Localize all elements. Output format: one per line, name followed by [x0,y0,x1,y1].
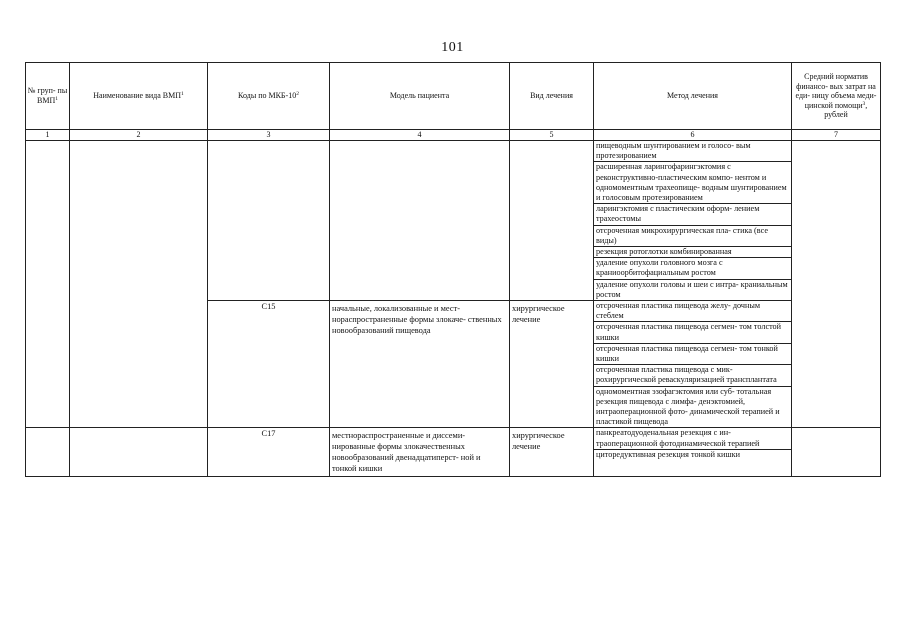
patient-model-cell: начальные, локализованные и мест- нораспространенные формы злокаче- ственных новообразований пищевода [330,301,510,428]
method-item: ларингэктомия с пластическим оформ- лением трахеостомы [594,204,791,225]
treatment-type-cell: хирургическое лечение [510,428,594,477]
treatment-methods-cell [594,428,792,477]
group-number-cell [26,428,70,477]
column-number: 4 [330,130,510,141]
method-item: одномоментная эзофагэктомия или суб- тотальная резекция пищевода с лимфа- денэктомией, интраоперационной фото- динамической терапией и пластикой пищевода [596,386,780,427]
icd-code-cell: C17 [208,428,330,477]
header-treatment-type: Вид лечения [510,63,594,130]
vmp-name-cell [70,428,208,477]
patient-model-cell: местнораспространенные и диссеми- нированные формы злокачественных новообразований двенадцатиперст- ной и тонкой кишки [330,428,510,477]
vmp-name-cell [70,141,208,428]
group-number-cell [26,141,70,428]
table-row [26,141,881,301]
column-number: 3 [208,130,330,141]
method-item: отсроченная пластика пищевода сегмен- том толстой кишки [594,322,791,343]
method-item: отсроченная микрохирургическая пла- стика (все виды) [594,226,791,247]
column-number: 5 [510,130,594,141]
method-item: расширенная ларингофарингэктомия с реконструктивно-пластическим компо- нентом и одномоментным трахеопище- водным шунтированием и голосовым протезированием [594,162,791,204]
patient-model-cell [330,141,510,301]
column-number: 1 [26,130,70,141]
header-vmp-name: Наименование вида ВМП$^1$ [70,63,208,130]
cost-cell [792,141,881,428]
treatment-methods-cell [594,141,792,301]
header-treatment-method: Метод лечения [594,63,792,130]
method-item: отсроченная пластика пищевода с мик- рохирургической реваскуляризацией трансплантата [594,365,791,386]
method-item: резекция ротоглотки комбинированная [594,247,791,258]
cost-cell [792,428,881,477]
table-row [26,428,881,477]
header-icd-codes: Коды по МКБ-$10^2$ [208,63,330,130]
column-number: 7 [792,130,881,141]
treatment-type-cell: хирургическое лечение [510,301,594,428]
vmp-table [25,62,881,477]
header-cost-standard: Средний норматив финансо- вых затрат на еди- ницу объема меди- цинской помощи$^3$, рублей [792,63,881,130]
method-item: отсроченная пластика пищевода желу- дочным стеблем [594,301,791,322]
header-row [26,63,881,130]
method-item: удаление опухоли головы и шеи с интра- краниальным ростом [596,279,788,299]
method-item: пищеводным шунтированием и голосо- вым протезированием [594,141,791,162]
column-number: 6 [594,130,792,141]
column-number: 2 [70,130,208,141]
header-patient-model: Модель пациента [330,63,510,130]
header-group-number: № груп- пы ВМП$^1$ [26,63,70,130]
method-item: панкреатодуоденальная резекция с ин- траоперационной фотодинамической терапией [594,428,791,449]
page-number: 101 [441,40,464,55]
method-item: удаление опухоли головного мозга с краниоорбитофациальным ростом [594,258,791,279]
method-item: отсроченная пластика пищевода сегмен- том тонкой кишки [594,344,791,365]
icd-code-cell [208,141,330,301]
treatment-type-cell [510,141,594,301]
column-number-row [26,130,881,141]
treatment-methods-cell [594,301,792,428]
method-item: циторедуктивная резекция тонкой кишки [596,449,741,459]
icd-code-cell: C15 [208,301,330,428]
